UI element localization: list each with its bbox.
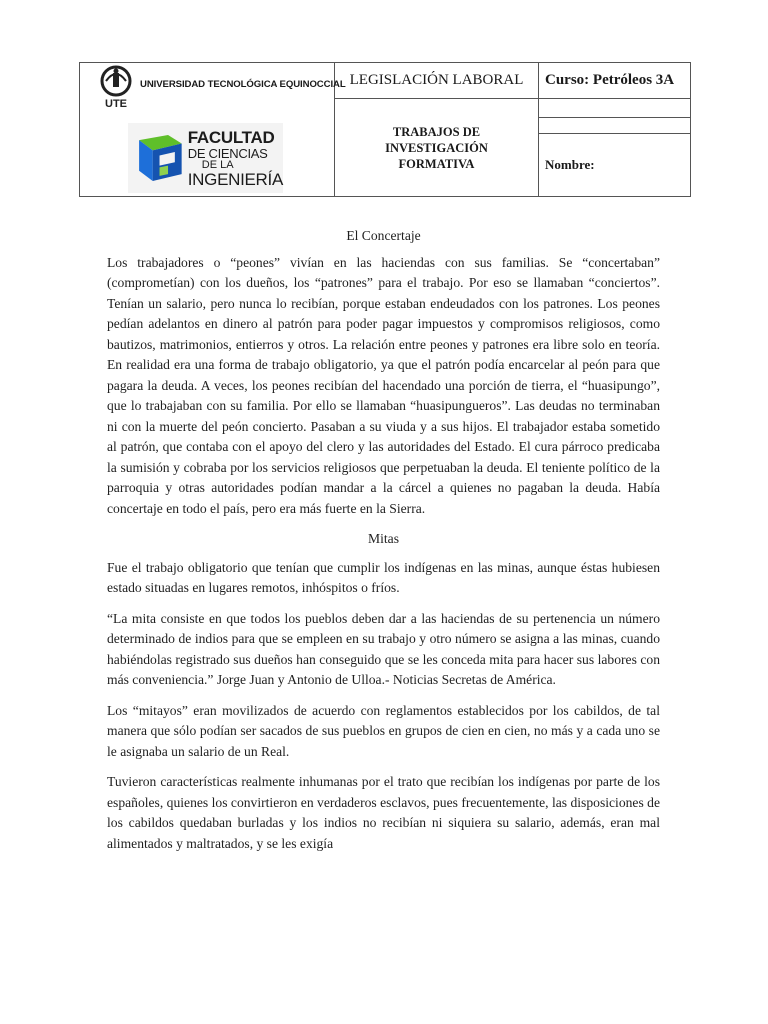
faculty-logo: [128, 123, 283, 193]
title-line-3: FORMATIVA: [398, 156, 475, 171]
university-name: UNIVERSIDAD TECNOLÓGICA EQUINOCCIAL: [140, 78, 346, 90]
section-heading-concertaje: El Concertaje: [346, 228, 421, 243]
subject-title: LEGISLACIÓN LABORAL: [335, 63, 539, 99]
faculty-line-4: INGENIERÍA: [187, 169, 283, 189]
faculty-line-3: DE LA: [201, 158, 234, 171]
empty-cell-1: [539, 99, 691, 118]
paragraph: Los “mitayos” eran movilizados de acuerdo con reglamentos establecidos por los cabildos, de tal manera que sólo podían ser sacados de sus pueblos en grupos de cien en cien, no más y a cada uno se le asignaba un salario de un Real.: [107, 702, 660, 759]
faculty-cube-icon: [134, 127, 187, 189]
title-line-1: TRABAJOS DE: [392, 124, 481, 139]
paragraph: Fue el trabajo obligatorio que tenían que cumplir los indígenas en las minas, aunque éstas hubiesen estado situadas en lugares remotos, inhóspitos o fríos.: [107, 559, 660, 595]
ute-emblem-icon: [96, 65, 136, 113]
document-header-table: [79, 62, 691, 197]
ute-short-label: UTE: [105, 98, 127, 110]
document-body: [107, 226, 660, 864]
logo-cell: [80, 63, 346, 197]
section-heading-mitas: Mitas: [368, 531, 399, 546]
paragraph: “La mita consiste en que todos los pueblos deben dar a las haciendas de su pertenencia un número determinado de indios para que se empleen en su trabajo y otro número se asigna a las minas, cuando habiéndolas registrado sus dueños han conseguido que se les conceda mita para hacer sus labores con más conveniencia.” Jorge Juan y Antonio de Ulloa.- Noticias Secretas de América.: [107, 610, 660, 687]
faculty-line-2: DE CIENCIAS: [187, 145, 268, 161]
course-label: Curso: Petróleos 3A: [539, 63, 691, 99]
empty-cell-2: [539, 118, 691, 134]
title-line-2: INVESTIGACIÓN: [385, 140, 488, 155]
name-field-label: Nombre:: [539, 134, 691, 197]
document-title: [335, 99, 539, 197]
paragraph: Los trabajadores o “peones” vivían en las haciendas con sus familias. Se “concertaban” (comprometían) con los dueños, los “patrones” para el trabajo. Por eso se llamaban “conciertos”. Tenían un salario, pero nunca lo recibían, porque estaban endeudados con los patrones. Los peones pedían adelantos en dinero al patrón para poder pagar impuestos y compromisos religiosos, como bautizos, matrimonios, entierros y otros. La relación entre peones y patrones era libre solo en teoría. En realidad era una forma de trabajo obligatorio, ya que el patrón podía encarcelar al peón para que pagara la deuda. A veces, los peones recibían del hacendado una porción de tierra, el “huasipungo”, que lo trabajaban con su familia. Por ello se llamaban “huasipungueros”. Las deudas no terminaban ni con la muerte del peón concierto. Pasaban a su viuda y a sus hijos. El trabajador estaba sometido al patrón, que contaba con el apoyo del clero y las autoridades del Estado. El cura párroco predicaba la sumisión y cobraba por los servicios religiosos que perpetuaban la deuda. El teniente político de la parroquia y otras autoridades podían mandar a la cárcel a quienes no pagaban la deuda. Había concertaje en todo el país, pero era más fuerte en la Sierra.: [107, 254, 660, 516]
faculty-line-1: FACULTAD: [187, 127, 275, 147]
faculty-name: [188, 129, 283, 188]
paragraph: Tuvieron características realmente inhumanas por el trato que recibían los indígenas por parte de los españoles, quienes los convirtieron en verdaderos esclavos, pues frecuentemente, las disposiciones de los cabildos quedaban burladas y los indios no recibían ni siquiera su salario, además, eran mal alimentados y maltratados, y se les exigía: [107, 774, 660, 851]
ute-logo: [96, 65, 346, 113]
